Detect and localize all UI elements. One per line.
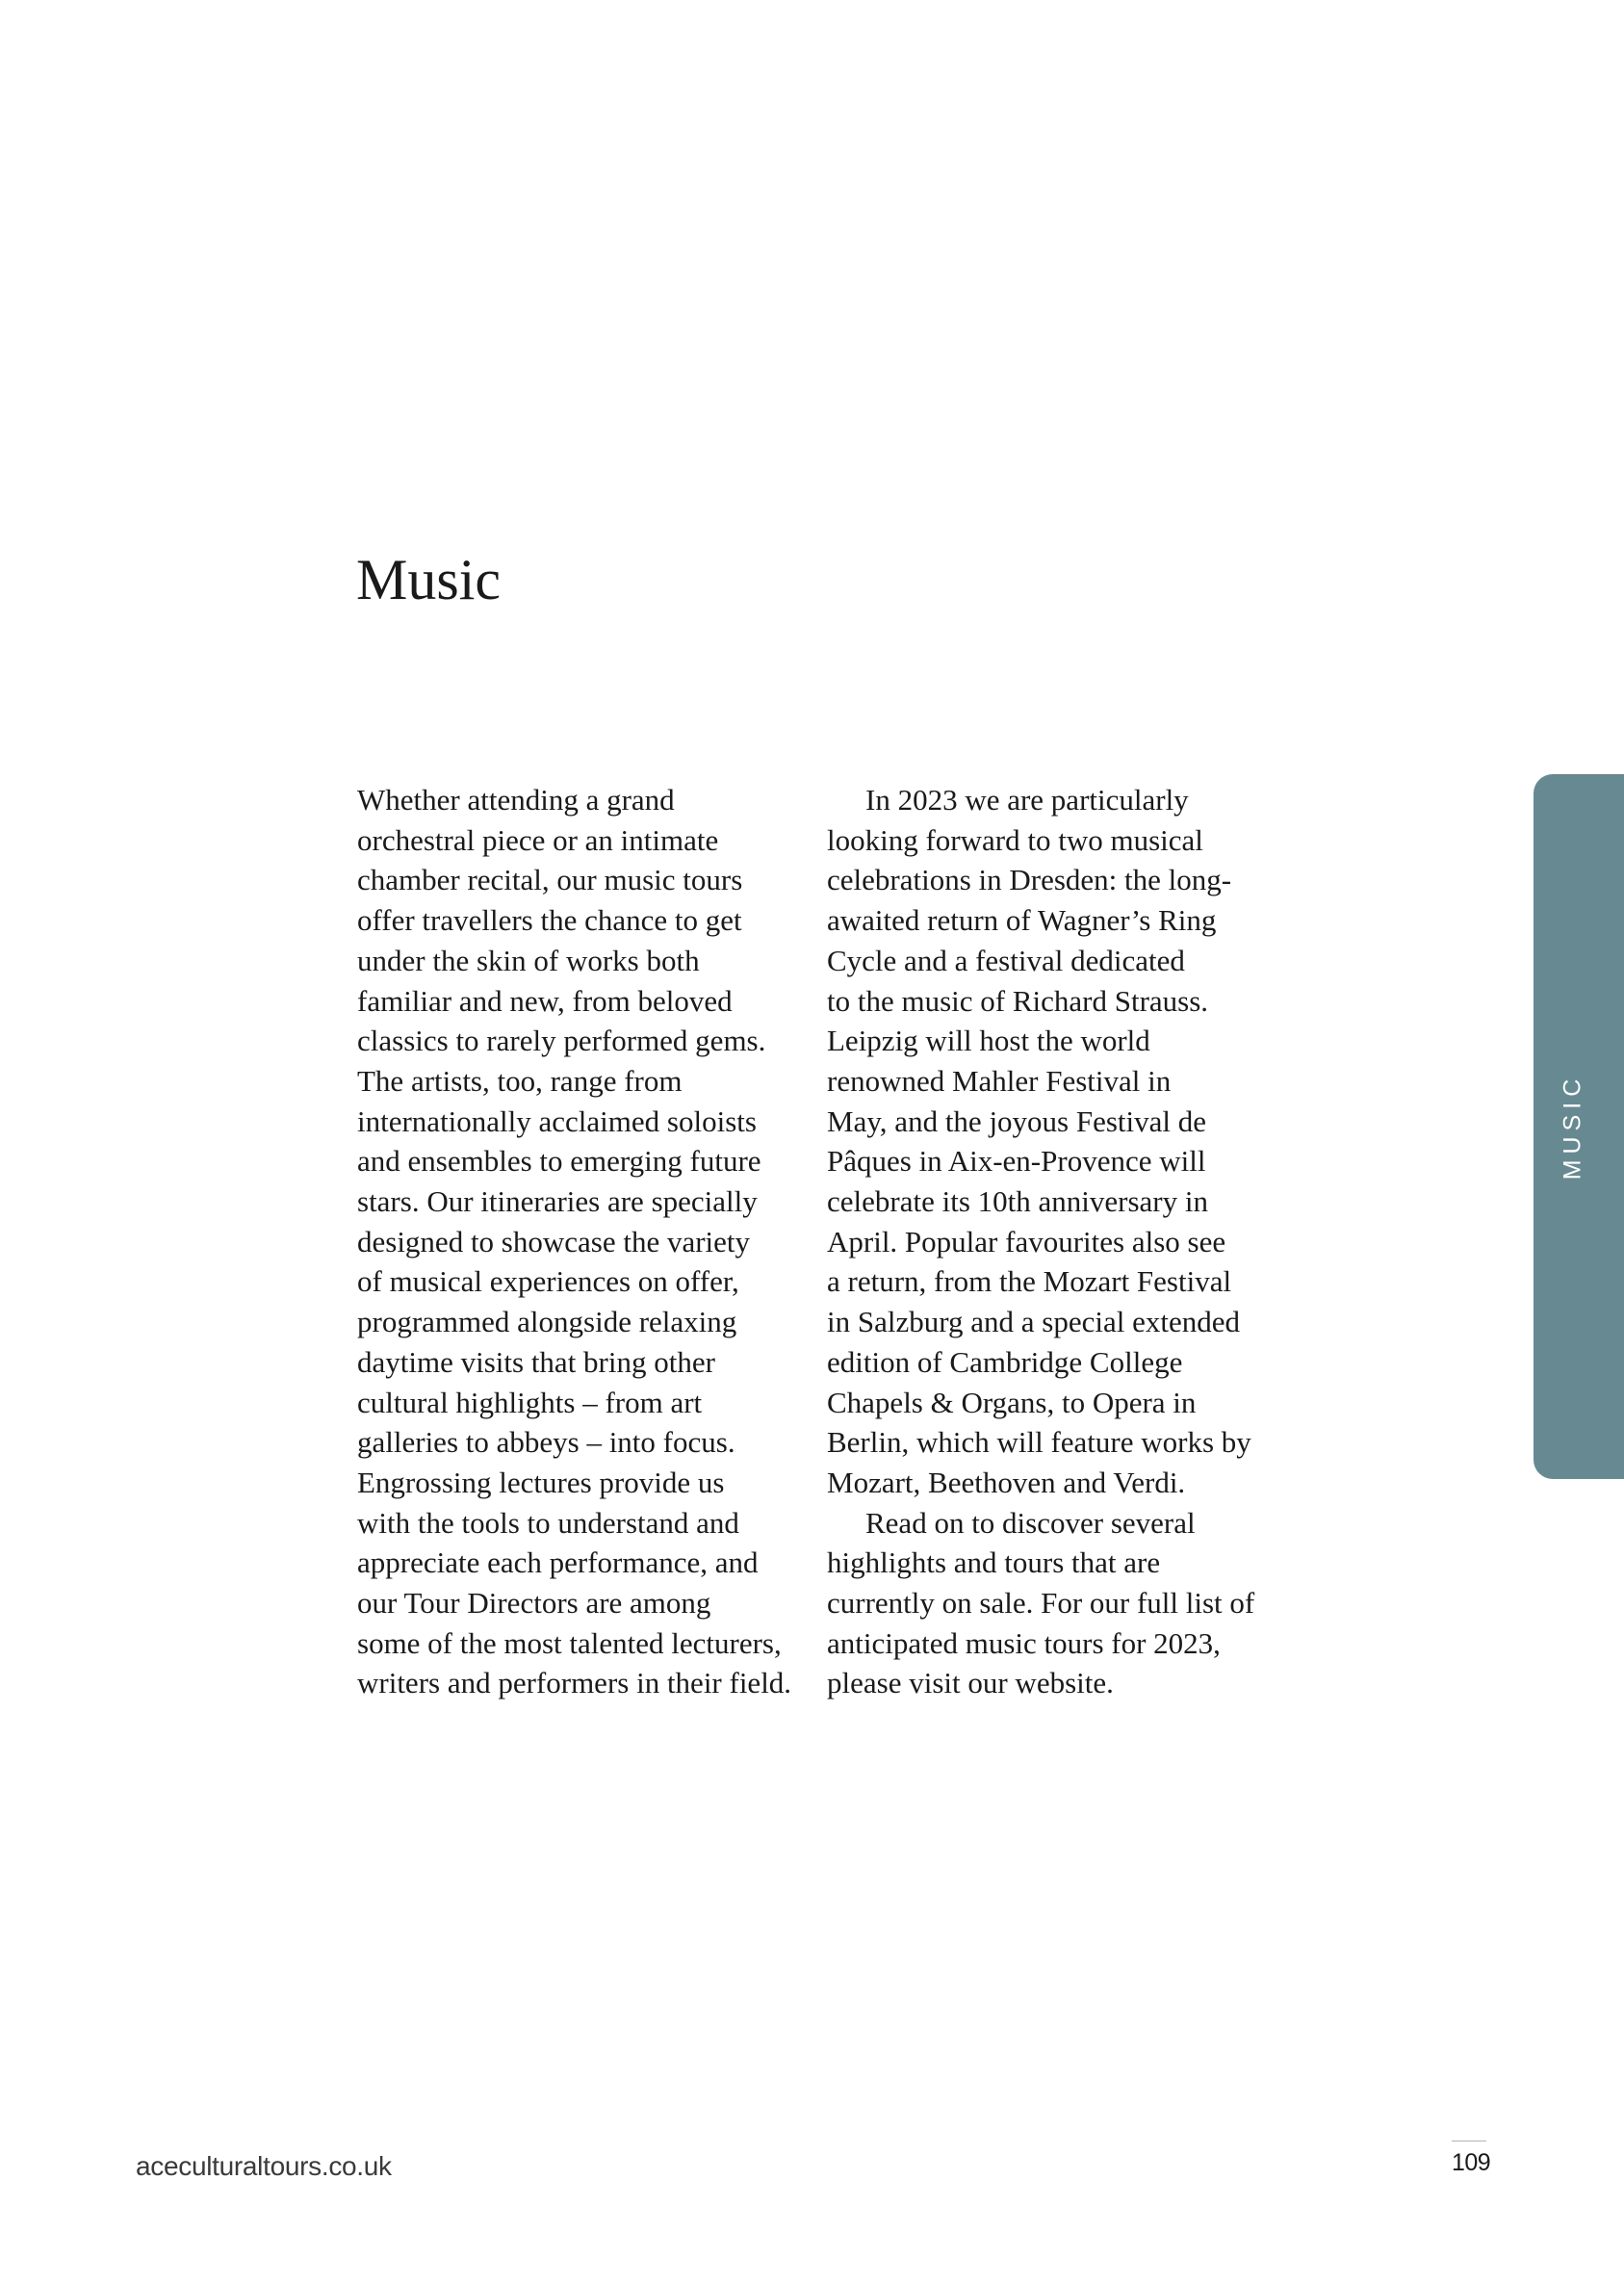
body-line: classics to rarely performed gems.	[357, 1024, 766, 1058]
body-line: programmed alongside relaxing	[357, 1305, 737, 1339]
section-tab-label: MUSIC	[1559, 1073, 1586, 1181]
body-line: of musical experiences on offer,	[357, 1264, 739, 1299]
body-line: cultural highlights – from art	[357, 1385, 703, 1419]
body-line: chamber recital, our music tours	[357, 863, 743, 897]
body-line: renowned Mahler Festival in	[827, 1063, 1172, 1098]
body-line: offer travellers the chance to get	[357, 903, 742, 938]
body-line: daytime visits that bring other	[357, 1344, 715, 1379]
body-line: May, and the joyous Festival de	[827, 1103, 1207, 1138]
body-line: under the skin of works both	[357, 943, 700, 977]
page-number: 109	[1452, 2149, 1491, 2176]
body-line: appreciate each performance, and	[357, 1545, 759, 1580]
body-line: The artists, too, range from	[357, 1063, 683, 1098]
body-line: Engrossing lectures provide us	[357, 1465, 725, 1499]
body-line: please visit our website.	[827, 1666, 1114, 1700]
body-line: Pâques in Aix-en-Provence will	[827, 1144, 1206, 1179]
body-line: Mozart, Beethoven and Verdi.	[827, 1465, 1186, 1499]
body-line: Read on to discover several	[865, 1505, 1196, 1540]
body-line: In 2023 we are particularly	[865, 783, 1189, 817]
body-line: Berlin, which will feature works by	[827, 1425, 1251, 1460]
body-line: April. Popular favourites also see	[827, 1224, 1226, 1259]
body-line: looking forward to two musical	[827, 822, 1203, 857]
body-line: designed to showcase the variety	[357, 1224, 751, 1259]
body-line: writers and performers in their field.	[357, 1666, 792, 1700]
body-line: celebrations in Dresden: the long-	[827, 863, 1232, 897]
body-line: awaited return of Wagner’s Ring	[827, 903, 1217, 938]
body-line: to the music of Richard Strauss.	[827, 983, 1209, 1018]
body-line: celebrate its 10th anniversary in	[827, 1184, 1208, 1219]
body-column-right	[827, 780, 1289, 1703]
body-line: internationally acclaimed soloists	[357, 1103, 757, 1138]
body-line: in Salzburg and a special extended	[827, 1305, 1240, 1339]
body-line: Chapels & Organs, to Opera in	[827, 1385, 1197, 1419]
body-line: galleries to abbeys – into focus.	[357, 1425, 735, 1460]
body-line: Whether attending a grand	[357, 783, 675, 817]
body-line: and ensembles to emerging future	[357, 1144, 761, 1179]
body-line: highlights and tours that are	[827, 1545, 1161, 1580]
body-line: edition of Cambridge College	[827, 1344, 1183, 1379]
body-column-left	[357, 780, 810, 1703]
body-line: a return, from the Mozart Festival	[827, 1264, 1232, 1299]
body-line: familiar and new, from beloved	[357, 983, 733, 1018]
body-line: orchestral piece or an intimate	[357, 822, 719, 857]
body-line: some of the most talented lecturers,	[357, 1625, 782, 1660]
body-line: with the tools to understand and	[357, 1505, 739, 1540]
footer-website: aceculturaltours.co.uk	[136, 2151, 392, 2181]
body-line: anticipated music tours for 2023,	[827, 1625, 1221, 1660]
body-line: our Tour Directors are among	[357, 1586, 711, 1621]
page-title: Music	[356, 548, 501, 611]
body-line: stars. Our itineraries are specially	[357, 1184, 758, 1219]
body-line: currently on sale. For our full list of	[827, 1586, 1255, 1621]
body-line: Leipzig will host the world	[827, 1024, 1150, 1058]
body-line: Cycle and a festival dedicated	[827, 943, 1185, 977]
